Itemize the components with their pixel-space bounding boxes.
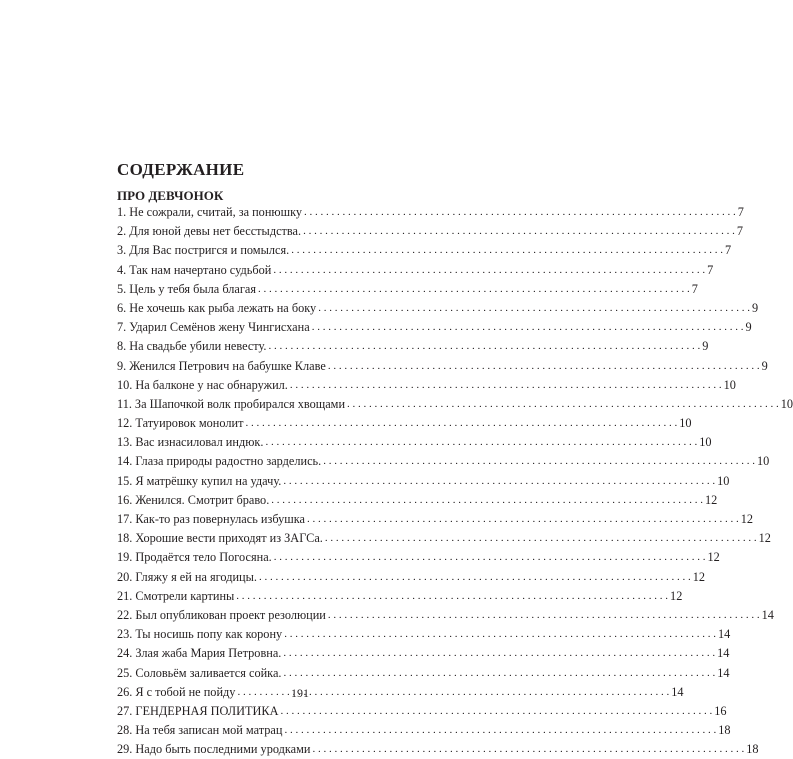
entry-number: 27. — [117, 703, 133, 718]
dot-leader — [328, 606, 760, 625]
dot-leader — [347, 395, 779, 414]
toc-entry — [117, 625, 731, 644]
entry-number: 16. — [117, 492, 133, 507]
toc-heading: СОДЕРЖАНИЕ — [117, 160, 245, 179]
entry-title: Был опубликован проект резолюции — [135, 607, 326, 622]
dot-leader — [284, 721, 716, 740]
toc-entry — [117, 395, 793, 414]
dot-leader — [273, 261, 705, 280]
entry-number: 15. — [117, 473, 133, 488]
entry-title: Для Вас постригся и помылся. — [129, 243, 290, 258]
dot-leader — [313, 740, 745, 759]
dot-leader — [283, 644, 715, 663]
toc-entry — [117, 472, 730, 491]
entry-title: Ты носишь попу как корону — [135, 627, 283, 642]
entry-page: 16 — [714, 703, 727, 718]
toc-entry — [117, 740, 759, 759]
entry-page: 7 — [691, 281, 698, 296]
toc-entry — [117, 222, 743, 241]
entry-title: Надо быть последними уродками — [135, 742, 311, 757]
entry-page: 14 — [717, 627, 731, 642]
entry-number: 13. — [117, 435, 133, 450]
dot-leader — [284, 664, 716, 683]
entry-number: 20. — [117, 569, 133, 584]
entry-title: На тебя записан мой матрац — [135, 723, 283, 738]
entry-number: 18. — [117, 531, 133, 546]
entry-number: 28. — [117, 723, 133, 738]
entry-page: 9 — [761, 358, 768, 373]
entry-page: 12 — [707, 550, 720, 565]
entry-page: 12 — [758, 531, 771, 546]
entry-page: 18 — [746, 742, 759, 757]
entry-title: Злая жаба Мария Петровна. — [135, 646, 282, 661]
toc-entry — [117, 376, 736, 395]
entry-number: 6. — [117, 300, 127, 315]
dot-leader — [283, 472, 715, 491]
entry-page: 14 — [717, 646, 730, 661]
entry-title: Я с тобой не пойду — [135, 684, 236, 699]
entry-title: Ударил Семёнов жену Чингисхана — [129, 320, 310, 335]
dot-leader — [328, 357, 760, 376]
toc-entry — [117, 414, 692, 433]
entry-page: 7 — [737, 205, 744, 219]
toc-entry — [117, 587, 683, 606]
entry-page: 12 — [670, 588, 683, 603]
toc-entry — [117, 337, 709, 356]
entry-title: Татуировок монолит — [135, 416, 244, 431]
toc-entry — [117, 452, 770, 471]
entry-page: 9 — [745, 320, 752, 335]
entry-page: 14 — [717, 665, 730, 680]
entry-page: 9 — [702, 339, 709, 354]
entry-number: 3. — [117, 243, 127, 258]
toc-entry — [117, 357, 768, 376]
toc-entry — [117, 433, 712, 452]
entry-number: 24. — [117, 646, 133, 661]
entry-number: 22. — [117, 607, 133, 622]
entry-title: Вас изнасиловал индюк. — [135, 435, 264, 450]
entry-title: Смотрели картины — [135, 588, 235, 603]
toc-entry — [117, 203, 744, 222]
entry-title: Продаётся тело Погосяна. — [135, 550, 272, 565]
entry-page: 12 — [705, 492, 718, 507]
dot-leader — [303, 222, 735, 241]
entry-number: 17. — [117, 512, 133, 526]
toc-entry — [117, 664, 730, 683]
entry-number: 23. — [117, 627, 133, 642]
dot-leader — [236, 587, 668, 606]
toc-entry — [117, 721, 731, 740]
toc-list — [117, 203, 793, 759]
entry-number: 5. — [117, 281, 127, 296]
entry-page: 9 — [751, 300, 759, 315]
entry-title: Так нам начертано судьбой — [129, 262, 272, 277]
dot-leader — [291, 241, 723, 260]
entry-page: 10 — [780, 396, 793, 411]
entry-number: 2. — [117, 224, 127, 239]
entry-page: 14 — [671, 684, 684, 699]
entry-number: 14. — [117, 454, 133, 469]
entry-title: Не хочешь как рыба лежать на боку — [129, 300, 317, 315]
toc-entry — [117, 702, 727, 721]
entry-title: Женился. Смотрит браво. — [135, 492, 270, 507]
entry-title: Не сожрали, считай, за понюшку — [129, 205, 303, 219]
dot-leader — [245, 414, 677, 433]
entry-title: Гляжу я ей на ягодицы. — [135, 569, 257, 584]
dot-leader — [284, 625, 716, 644]
toc-entry — [117, 261, 714, 280]
entry-title: Глаза природы радостно зарделись. — [135, 454, 322, 469]
entry-page: 10 — [756, 454, 770, 469]
toc-entry — [117, 491, 718, 510]
entry-page: 18 — [718, 723, 731, 738]
entry-title: Хорошие вести приходят из ЗАГСа. — [135, 531, 323, 546]
entry-page: 12 — [740, 512, 754, 526]
entry-page: 10 — [679, 416, 692, 431]
entry-title: За Шапочкой волк пробирался хвощами — [134, 396, 346, 411]
toc-entry — [117, 299, 759, 318]
toc-entry — [117, 548, 720, 567]
toc-entry — [117, 644, 730, 663]
dot-leader — [258, 280, 690, 299]
entry-page: 10 — [723, 377, 736, 392]
entry-page: 10 — [717, 473, 730, 488]
page-number: 191 — [291, 686, 309, 700]
entry-number: 1. — [117, 205, 127, 219]
entry-page: 10 — [699, 435, 712, 450]
entry-title: Для юной девы нет бесстыдства. — [129, 224, 302, 239]
dot-leader — [323, 452, 755, 471]
toc-entry — [117, 568, 706, 587]
dot-leader — [259, 568, 691, 587]
entry-page: 7 — [724, 243, 732, 258]
entry-number: 29. — [117, 742, 133, 757]
toc-entry — [117, 241, 732, 260]
toc-entry — [117, 318, 752, 337]
entry-title: ГЕНДЕРНАЯ ПОЛИТИКА — [135, 703, 279, 718]
entry-title: На балконе у нас обнаружил. — [135, 377, 288, 392]
toc-entry — [117, 529, 771, 548]
toc-entry — [117, 510, 754, 529]
entry-title: Женился Петрович на бабушке Клаве — [129, 358, 326, 373]
entry-number: 21. — [117, 588, 133, 603]
entry-number: 10. — [117, 377, 133, 392]
entry-title: Как-то раз повернулась избушка — [135, 512, 305, 526]
dot-leader — [304, 203, 736, 222]
dot-leader — [325, 529, 757, 548]
entry-title: Соловьём заливается сойка. — [135, 665, 282, 680]
section-title: ПРО ДЕВЧОНОК — [117, 188, 224, 203]
entry-number: 4. — [117, 262, 127, 277]
entry-page: 7 — [736, 224, 743, 239]
dot-leader — [307, 510, 739, 529]
entry-page: 14 — [761, 607, 774, 622]
entry-number: 8. — [117, 339, 127, 354]
dot-leader — [274, 548, 706, 567]
toc-entry — [117, 280, 698, 299]
entry-title: На свадьбе убили невесту. — [129, 339, 267, 354]
entry-title: Я матрёшку купил на удачу. — [135, 473, 282, 488]
entry-number: 11. — [117, 396, 132, 411]
entry-number: 9. — [117, 358, 127, 373]
entry-page: 12 — [692, 569, 706, 584]
dot-leader — [269, 337, 701, 356]
dot-leader — [318, 299, 750, 318]
entry-number: 26. — [117, 684, 133, 699]
entry-number: 19. — [117, 550, 133, 565]
dot-leader — [312, 318, 744, 337]
entry-number: 12. — [117, 416, 133, 431]
entry-title: Цель у тебя была благая — [129, 281, 257, 296]
entry-page: 7 — [707, 262, 714, 277]
dot-leader — [271, 491, 703, 510]
dot-leader — [265, 433, 697, 452]
dot-leader — [281, 702, 713, 721]
toc-entry — [117, 606, 774, 625]
dot-leader — [290, 376, 722, 395]
entry-number: 7. — [117, 320, 127, 335]
entry-number: 25. — [117, 665, 133, 680]
